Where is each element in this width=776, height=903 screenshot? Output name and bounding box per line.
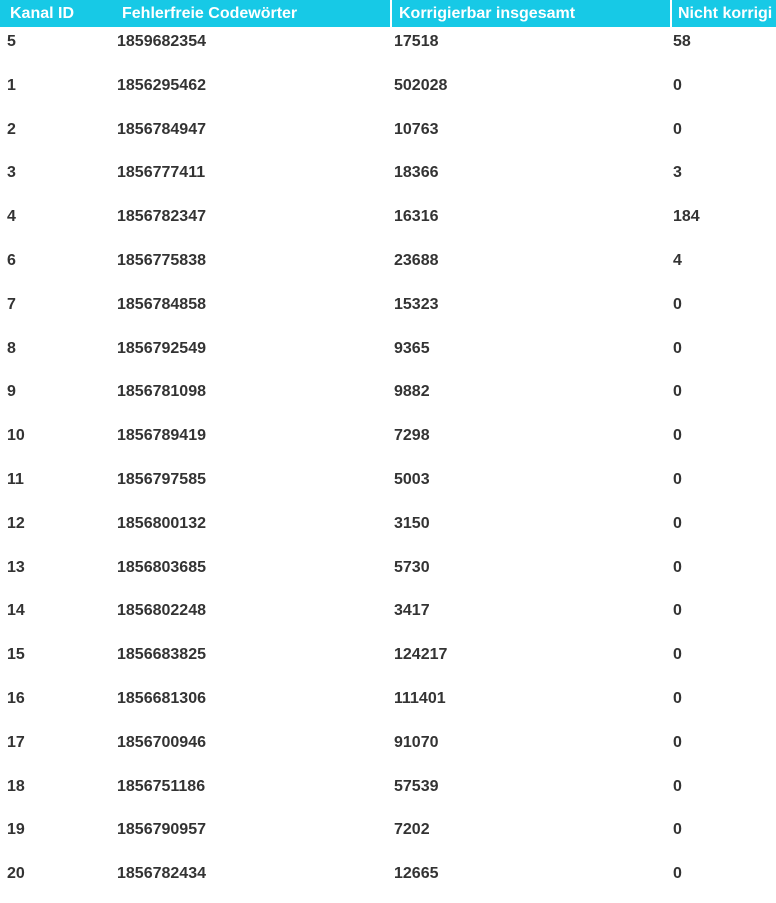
cell-kanal-id: 8 <box>7 339 16 357</box>
table-row <box>0 815 776 859</box>
table-row <box>0 27 776 71</box>
cell-fehlerfreie-codewoerter: 1856781098 <box>117 383 206 401</box>
cell-nicht-korrigierbar: 58 <box>673 33 691 50</box>
cell-korrigierbar-insgesamt: 5003 <box>394 470 430 488</box>
table-row <box>0 859 776 903</box>
cell-fehlerfreie-codewoerter: 1856782434 <box>117 865 206 883</box>
column-header-kanal-id: Kanal ID <box>0 0 113 27</box>
cell-kanal-id: 7 <box>7 295 16 313</box>
cell-nicht-korrigierbar: 4 <box>673 251 682 269</box>
cell-kanal-id: 10 <box>7 427 25 445</box>
cell-fehlerfreie-codewoerter: 1856681306 <box>117 689 206 707</box>
cell-kanal-id: 1 <box>7 76 16 94</box>
cell-nicht-korrigierbar: 0 <box>673 865 682 883</box>
column-header-korrigierbar-insgesamt: Korrigierbar insgesamt <box>392 0 670 27</box>
cell-korrigierbar-insgesamt: 7298 <box>394 427 430 445</box>
cell-nicht-korrigierbar: 0 <box>673 733 682 751</box>
cell-kanal-id: 2 <box>7 120 16 138</box>
cell-nicht-korrigierbar: 0 <box>673 470 682 488</box>
cell-kanal-id: 13 <box>7 558 25 576</box>
cell-korrigierbar-insgesamt: 502028 <box>394 76 448 94</box>
cell-nicht-korrigierbar: 0 <box>673 383 682 401</box>
cell-korrigierbar-insgesamt: 91070 <box>394 733 439 751</box>
table-row <box>0 553 776 597</box>
cell-kanal-id: 20 <box>7 865 25 883</box>
table-row <box>0 290 776 334</box>
cell-nicht-korrigierbar: 0 <box>673 646 682 664</box>
cell-korrigierbar-insgesamt: 23688 <box>394 251 439 269</box>
cell-nicht-korrigierbar: 0 <box>673 295 682 313</box>
cell-korrigierbar-insgesamt: 17518 <box>394 33 439 50</box>
cell-korrigierbar-insgesamt: 7202 <box>394 821 430 839</box>
cell-nicht-korrigierbar: 0 <box>673 558 682 576</box>
cell-fehlerfreie-codewoerter: 1856295462 <box>117 76 206 94</box>
cell-nicht-korrigierbar: 3 <box>673 164 682 182</box>
cell-nicht-korrigierbar: 0 <box>673 339 682 357</box>
cell-fehlerfreie-codewoerter: 1856777411 <box>117 164 206 182</box>
cell-korrigierbar-insgesamt: 9882 <box>394 383 430 401</box>
table-row <box>0 246 776 290</box>
table-row <box>0 421 776 465</box>
cell-fehlerfreie-codewoerter: 1856784947 <box>117 120 206 138</box>
cell-nicht-korrigierbar: 0 <box>673 777 682 795</box>
cell-kanal-id: 18 <box>7 777 25 795</box>
cell-kanal-id: 17 <box>7 733 25 751</box>
cell-korrigierbar-insgesamt: 10763 <box>394 120 439 138</box>
cell-kanal-id: 3 <box>7 164 16 182</box>
cell-korrigierbar-insgesamt: 3150 <box>394 514 430 532</box>
table-body <box>0 27 776 903</box>
cell-fehlerfreie-codewoerter: 1859682354 <box>117 33 206 50</box>
cell-korrigierbar-insgesamt: 12665 <box>394 865 439 883</box>
cell-fehlerfreie-codewoerter: 1856700946 <box>117 733 206 751</box>
cell-korrigierbar-insgesamt: 3417 <box>394 602 430 620</box>
table-row <box>0 71 776 115</box>
cell-kanal-id: 12 <box>7 514 25 532</box>
cell-korrigierbar-insgesamt: 9365 <box>394 339 430 357</box>
cell-kanal-id: 5 <box>7 33 16 50</box>
cell-nicht-korrigierbar: 0 <box>673 427 682 445</box>
cell-fehlerfreie-codewoerter: 1856803685 <box>117 558 206 576</box>
column-header-nicht-korrigierbar: Nicht korrigi <box>672 0 776 27</box>
cell-nicht-korrigierbar: 184 <box>673 208 700 226</box>
cell-korrigierbar-insgesamt: 5730 <box>394 558 430 576</box>
cell-fehlerfreie-codewoerter: 1856784858 <box>117 295 206 313</box>
table-row <box>0 115 776 159</box>
table-row <box>0 728 776 772</box>
table-row <box>0 684 776 728</box>
cell-fehlerfreie-codewoerter: 1856683825 <box>117 646 206 664</box>
cell-kanal-id: 16 <box>7 689 25 707</box>
cell-nicht-korrigierbar: 0 <box>673 514 682 532</box>
cell-kanal-id: 4 <box>7 208 16 226</box>
cell-nicht-korrigierbar: 0 <box>673 689 682 707</box>
cell-fehlerfreie-codewoerter: 1856789419 <box>117 427 206 445</box>
cell-korrigierbar-insgesamt: 18366 <box>394 164 439 182</box>
column-header-fehlerfreie-codewoerter: Fehlerfreie Codewörter <box>113 0 390 27</box>
cell-korrigierbar-insgesamt: 15323 <box>394 295 439 313</box>
table-header <box>0 0 776 27</box>
cell-kanal-id: 9 <box>7 383 16 401</box>
cell-fehlerfreie-codewoerter: 1856802248 <box>117 602 206 620</box>
cell-kanal-id: 11 <box>7 470 24 488</box>
cell-korrigierbar-insgesamt: 16316 <box>394 208 439 226</box>
cell-kanal-id: 19 <box>7 821 25 839</box>
cell-korrigierbar-insgesamt: 111401 <box>394 689 446 707</box>
cell-nicht-korrigierbar: 0 <box>673 821 682 839</box>
table-row <box>0 465 776 509</box>
cell-fehlerfreie-codewoerter: 1856792549 <box>117 339 206 357</box>
cell-kanal-id: 15 <box>7 646 25 664</box>
cell-nicht-korrigierbar: 0 <box>673 120 682 138</box>
cell-kanal-id: 6 <box>7 251 16 269</box>
cell-fehlerfreie-codewoerter: 1856790957 <box>117 821 206 839</box>
cell-nicht-korrigierbar: 0 <box>673 602 682 620</box>
table-row <box>0 772 776 816</box>
cell-korrigierbar-insgesamt: 57539 <box>394 777 439 795</box>
cell-fehlerfreie-codewoerter: 1856797585 <box>117 470 206 488</box>
table-row <box>0 158 776 202</box>
cell-kanal-id: 14 <box>7 602 25 620</box>
cell-fehlerfreie-codewoerter: 1856800132 <box>117 514 206 532</box>
table-row <box>0 640 776 684</box>
table-row <box>0 202 776 246</box>
cell-korrigierbar-insgesamt: 124217 <box>394 646 448 664</box>
cell-fehlerfreie-codewoerter: 1856775838 <box>117 251 206 269</box>
cell-fehlerfreie-codewoerter: 1856751186 <box>117 777 206 795</box>
table-row <box>0 509 776 553</box>
table-row <box>0 377 776 421</box>
cell-fehlerfreie-codewoerter: 1856782347 <box>117 208 206 226</box>
table-row <box>0 334 776 378</box>
cell-nicht-korrigierbar: 0 <box>673 76 682 94</box>
table-row <box>0 596 776 640</box>
